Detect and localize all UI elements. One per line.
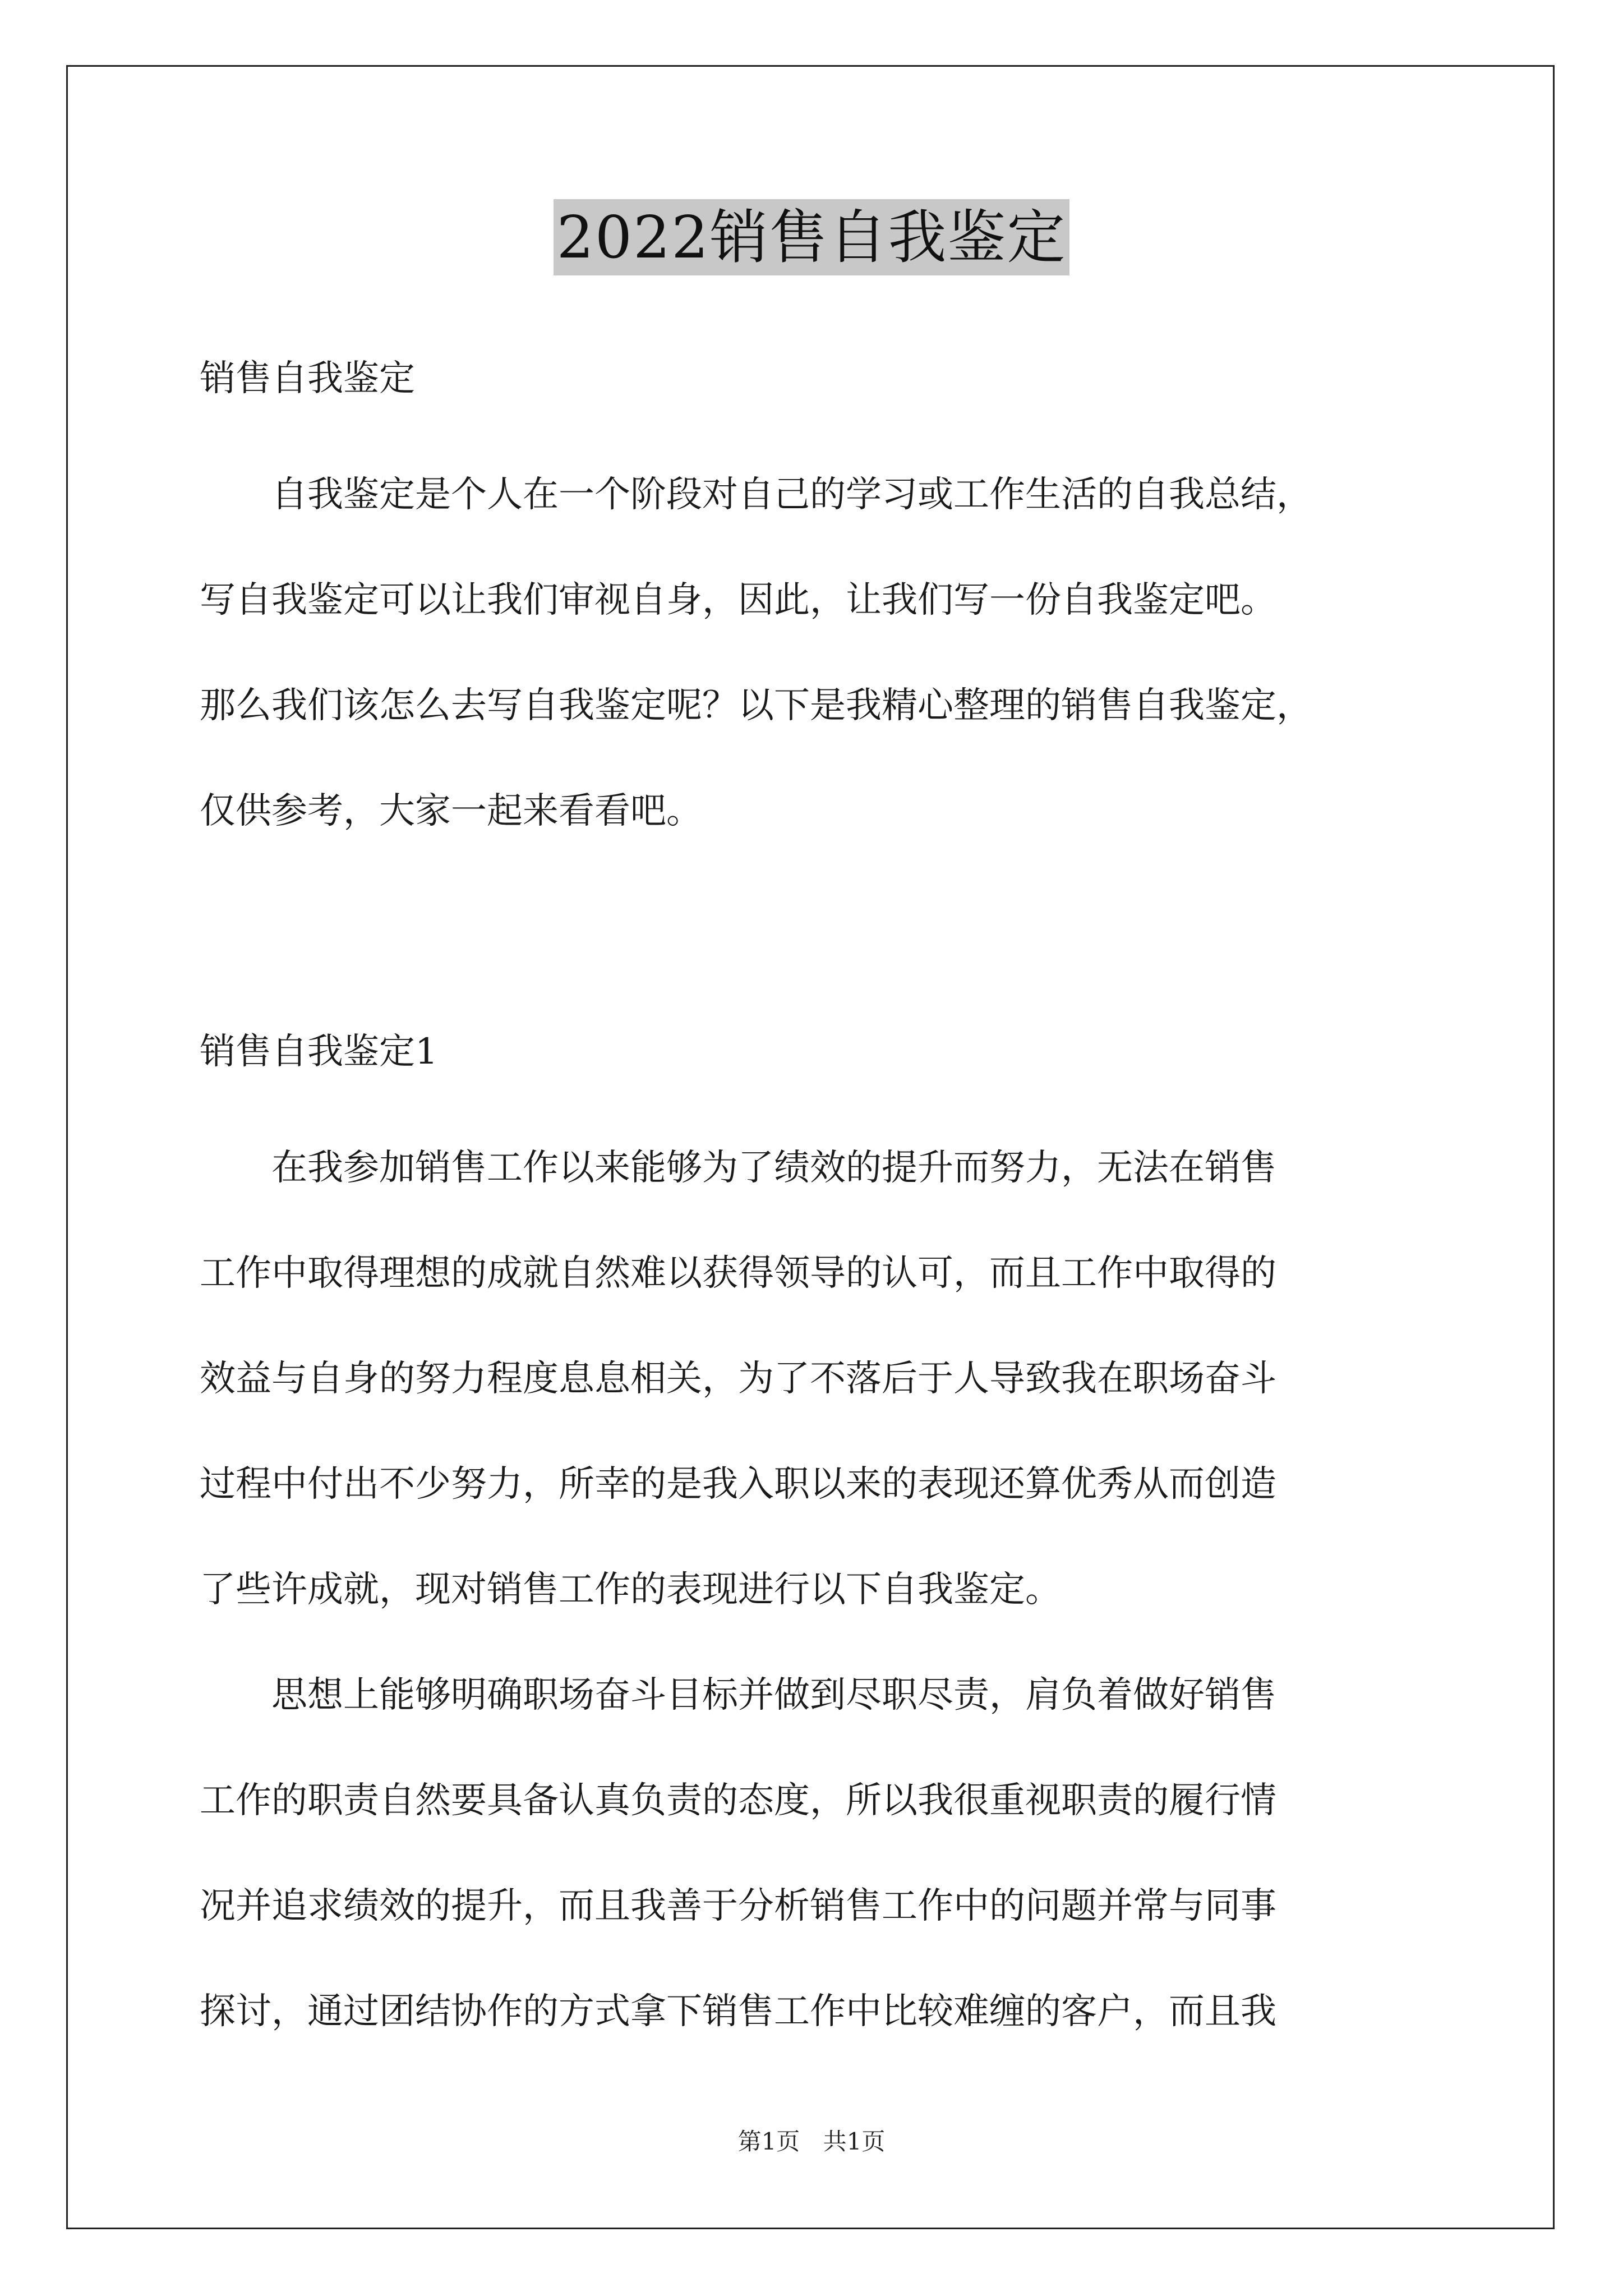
title-container [0, 199, 1623, 275]
intro-paragraph [200, 442, 1439, 864]
paragraph-line: 在我参加销售工作以来能够为了绩效的提升而努力，无法在销售 [200, 1147, 1276, 1189]
page-footer [0, 2123, 1623, 2157]
section-1-heading: 销售自我鉴定1 [200, 1031, 438, 1073]
paragraph-line: 工作的职责自然要具备认真负责的态度，所以我很重视职责的履行情 [200, 1780, 1276, 1821]
page-number: 第1页 [737, 2128, 800, 2155]
paragraph-line: 效益与自身的努力程度息息相关，为了不落后于人导致我在职场奋斗 [200, 1358, 1276, 1400]
paragraph-line: 过程中付出不少努力，所幸的是我入职以来的表现还算优秀从而创造 [200, 1464, 1276, 1505]
section-1-paragraph-1 [200, 1115, 1439, 1642]
paragraph-line: 况并追求绩效的提升，而且我善于分析销售工作中的问题并常与同事 [200, 1885, 1276, 1927]
page-total: 共1页 [823, 2128, 886, 2155]
paragraph-line: 工作中取得理想的成就自然难以获得领导的认可，而且工作中取得的 [200, 1253, 1276, 1294]
document-title: 2022销售自我鉴定 [554, 199, 1070, 275]
paragraph-line: 了些许成就，现对销售工作的表现进行以下自我鉴定。 [200, 1569, 1061, 1611]
intro-heading: 销售自我鉴定 [200, 358, 415, 399]
paragraph-line: 探讨，通过团结协作的方式拿下销售工作中比较难缠的客户，而且我 [200, 1991, 1276, 2032]
section-1-paragraph-2 [200, 1642, 1439, 2064]
paragraph-line: 写自我鉴定可以让我们审视自身，因此，让我们写一份自我鉴定吧。 [200, 579, 1276, 621]
paragraph-line: 思想上能够明确职场奋斗目标并做到尽职尽责，肩负着做好销售 [200, 1674, 1276, 1716]
paragraph-line: 那么我们该怎么去写自我鉴定呢？以下是我精心整理的销售自我鉴定， [200, 685, 1312, 726]
paragraph-line: 仅供参考，大家一起来看看吧。 [200, 790, 702, 832]
paragraph-line: 自我鉴定是个人在一个阶段对自己的学习或工作生活的自我总结， [200, 474, 1312, 516]
document-body [200, 337, 1439, 2064]
